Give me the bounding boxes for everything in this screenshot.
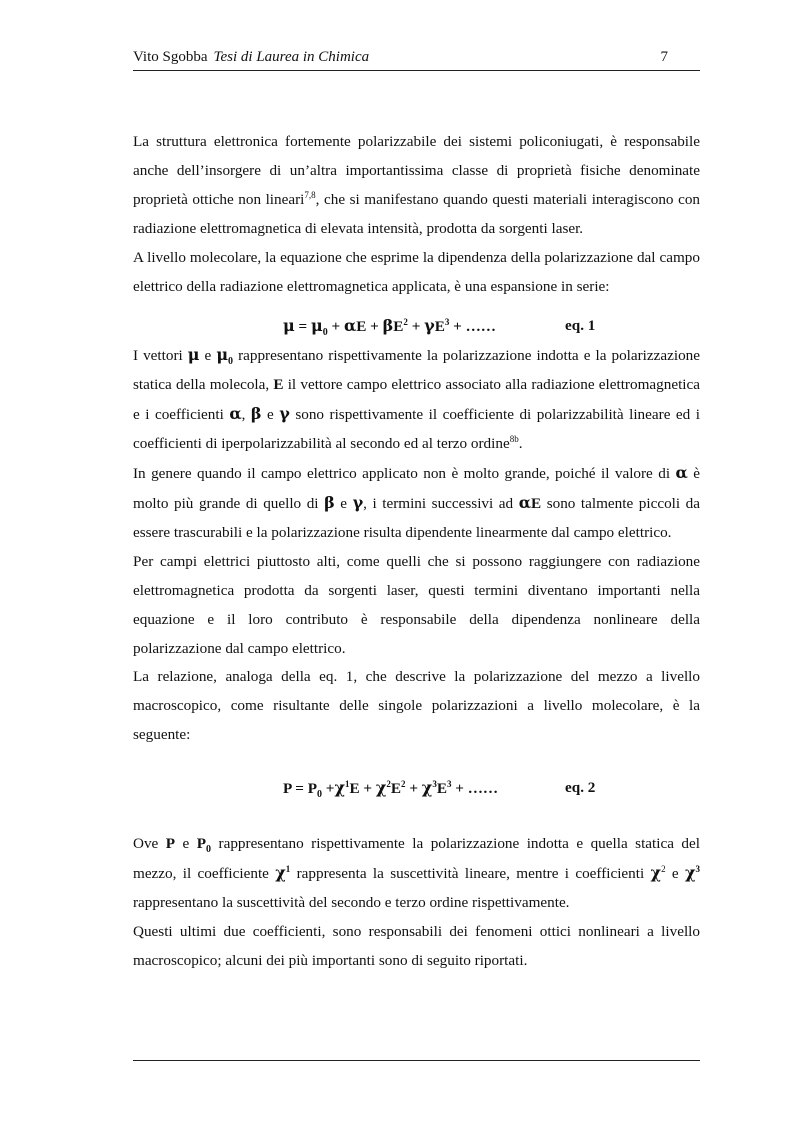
page-body: [133, 128, 700, 976]
paragraph-7: Ove P e $P_0$ rappresentano rispettivamente la polarizzazione indotta e quella statica del mezzo, il coefficiente $\chi^1$ rappresenta la suscettività lineare, mentre i coefficienti $\chi^2$ e $\chi^3$ rappresentano la suscettività del secondo e terzo ordine rispettivamente.: [133, 835, 701, 911]
citation: 7,8: [304, 189, 316, 200]
equation-2: [133, 774, 700, 803]
page-number: 7: [660, 49, 668, 65]
header-title: Tesi di Laurea in Chimica: [213, 49, 370, 65]
paragraph-6: La relazione, analoga della eq. 1, che descrive la polarizzazione del mezzo a livello macroscopico, come risultante delle singole polarizzazioni a livello molecolare, è la seguente:: [133, 668, 700, 744]
equation-1: [133, 312, 700, 341]
paragraph-5: Per campi elettrici piuttosto alti, come quelli che si possono raggiungere con radiazione elettromagnetica prodotta da sorgenti laser, questi termini diventano importanti nella equazione e il loro contributo è responsabile della dipendenza nonlineare della polarizzazione dal campo elettrico.: [133, 552, 700, 657]
equation-2-label: eq. 2: [565, 779, 596, 797]
header-author: Vito Sgobba Tesi di Laurea in Chimica: [133, 49, 370, 65]
paragraph-3: I vettori μ e $\mu_0$ rappresentano rispettivamente la polarizzazione indotta e la polarizzazione statica della molecola, E il vettore campo elettrico associato alla radiazione elettromagnetica e i coefficienti α, β e γ sono rispettivamente il coefficiente di polarizzabilità lineare ed i coefficienti di iperpolarizzabilità al secondo ed al terzo ordine$^{8b}$.: [133, 345, 701, 453]
paragraph-8: Questi ultimi due coefficienti, sono responsabili dei fenomeni ottici nonlineari a livello macroscopico; alcuni dei più importanti sono di seguito riportati.: [133, 922, 700, 969]
equation-1-expression: $\mu = \mu_0 + \alpha E + \beta E^2 + \gamma E^3$ + ……: [283, 316, 496, 339]
paragraph-2: A livello molecolare, la equazione che esprime la dipendenza della polarizzazione dal campo elettrico della radiazione elettromagnetica applicata, è una espansione in serie:: [133, 248, 700, 295]
paragraph-1: La struttura elettronica fortemente polarizzabile dei sistemi policoniugati, è responsabile anche dell’insorgere di un’altra importantissima classe di proprietà fisiche denominate proprietà ottiche non lineari$^{7,8}$, che si manifestano quando questi materiali interagiscono con radiazione elettromagnetica di elevata intensità, prodotta da sorgenti laser.: [133, 133, 701, 237]
equation-1-label: eq. 1: [565, 317, 596, 335]
equation-2-expression: $P = P_0 +\chi^1E + \chi^2E^2 + \chi^3E^3$ + ……: [283, 778, 499, 801]
footer-rule: [133, 1060, 700, 1061]
header-rule: [133, 70, 700, 71]
paragraph-4: In genere quando il campo elettrico applicato non è molto grande, poiché il valore di α è molto più grande di quello di β e γ, i termini successivi ad αE sono talmente piccoli da essere trascurabili e la polarizzazione risulta dipendente linearmente dal campo elettrico.: [133, 463, 700, 541]
page-header: [133, 49, 700, 69]
citation: 8b: [509, 434, 519, 445]
